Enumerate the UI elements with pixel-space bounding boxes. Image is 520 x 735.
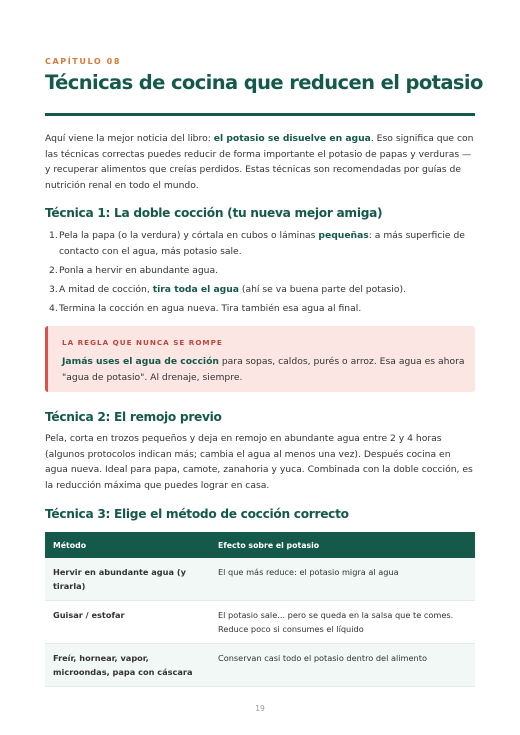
step-text-end: : a más superficie de contacto con el agua, más potasio sale. [59, 230, 465, 257]
technique-2-heading: Técnica 2: El remojo previo [45, 410, 222, 424]
effect-cell: El potasio sale... pero se queda en la salsa que te comes. Reduce poco si consumes el líquido [210, 601, 475, 644]
step-item [45, 301, 475, 317]
step-number: 2. [49, 264, 58, 276]
step-item [45, 263, 475, 279]
callout-title: LA REGLA QUE NUNCA SE ROMPE [62, 338, 223, 347]
chapter-label: CAPÍTULO 08 [45, 57, 121, 66]
step-highlight: pequeñas [318, 230, 369, 241]
table-row [45, 644, 475, 687]
callout-highlight: Jamás uses el agua de cocción [62, 356, 219, 367]
technique-3-heading: Técnica 3: Elige el método de cocción correcto [45, 507, 349, 521]
step-highlight: tira toda el agua [152, 283, 239, 295]
callout-body [62, 354, 467, 385]
intro-highlight: el potasio se disuelve en agua [213, 133, 371, 144]
step-text: A mitad de cocción, [59, 283, 153, 295]
step-text: Ponla a hervir en abundante agua. [59, 264, 219, 276]
step-text: Pela la papa (o la verdura) y córtala en cubos o láminas [59, 230, 319, 241]
cooking-methods-table [45, 532, 475, 687]
page-title: Técnicas de cocina que reducen el potasio [45, 71, 483, 94]
column-header-method: Método [45, 532, 210, 558]
table-row [45, 558, 475, 601]
effect-cell: Conservan casi todo el potasio dentro del alimento [210, 644, 475, 687]
intro-text-end: . Eso significa que con las técnicas correctas puedes reducir de forma importante el potasio de papas y verduras — y recuperar alimentos que creías perdidos. Estas técnicas son recomendadas por guías de nutrición renal en todo el mundo. [45, 133, 474, 191]
method-cell: Guisar / estofar [45, 601, 210, 644]
step-text: Termina la cocción en agua nueva. Tira también esa agua al final. [59, 302, 362, 314]
technique-1-steps [45, 228, 475, 320]
effect-cell: El que más reduce: el potasio migra al agua [210, 558, 475, 601]
column-header-effect: Efecto sobre el potasio [210, 532, 475, 558]
intro-text-start: Aquí viene la mejor noticia del libro: [45, 133, 214, 144]
technique-2-body: Pela, corta en trozos pequeños y deja en remojo en abundante agua entre 2 y 4 horas (algunos protocolos indican más; cambia el agua al menos una vez). Después cocina en agua nueva. Ideal para papa, camote, zanahoria y yuca. Combinada con la doble cocción, es la reducción máxima que puedes lograr en casa. [45, 433, 473, 491]
method-cell: Hervir en abundante agua (y tirarla) [45, 558, 210, 601]
method-cell: Freír, hornear, vapor, microondas, papa con cáscara [45, 644, 210, 687]
step-item [45, 228, 475, 259]
step-number: 4. [49, 302, 58, 314]
step-number: 3. [49, 283, 58, 295]
table-row [45, 601, 475, 644]
page-number: 19 [255, 704, 265, 713]
step-text-end: (ahí se va buena parte del potasio). [238, 283, 406, 295]
step-item [45, 282, 475, 298]
title-divider [45, 113, 475, 116]
warning-callout [45, 326, 475, 392]
intro-paragraph [45, 131, 475, 193]
table-header-row [45, 532, 475, 558]
step-number: 1. [49, 230, 58, 241]
callout-text: para sopas, caldos, purés o arroz. Esa agua es ahora "agua de potasio". Al drenaje, siempre. [62, 356, 465, 383]
technique-1-heading: Técnica 1: La doble cocción (tu nueva mejor amiga) [45, 206, 383, 220]
